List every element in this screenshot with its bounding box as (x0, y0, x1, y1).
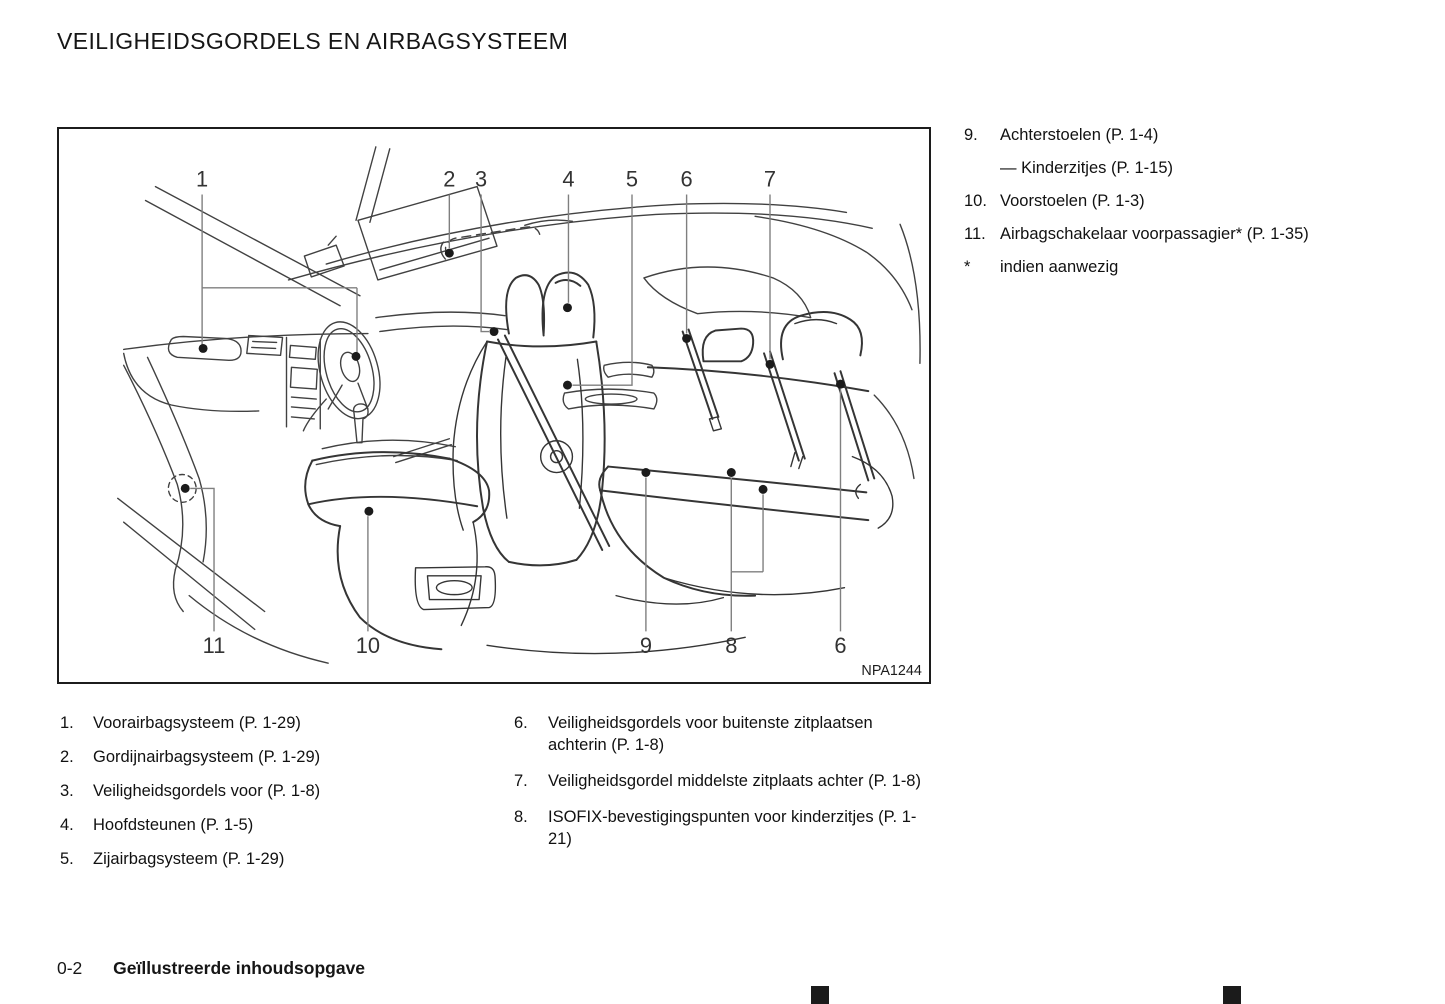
list-item (60, 712, 510, 734)
item-label: Airbagschakelaar voorpassagier* (P. 1-35) (1000, 225, 1309, 243)
callout-numbers (196, 167, 847, 659)
item-number: * (964, 258, 971, 276)
item-label: ISOFIX-bevestigingspunten voor kinderzitjes (P. 1-21) (548, 808, 917, 848)
item-number: 8. (514, 808, 528, 826)
item-number: 2. (60, 748, 74, 766)
callout-6-bottom: 6 (834, 633, 847, 659)
callout-10: 10 (355, 633, 381, 659)
list-item (514, 712, 934, 756)
item-number: 1. (60, 714, 74, 732)
item-number: 7. (514, 772, 528, 790)
vehicle-interior-figure (57, 127, 931, 684)
item-number: 4. (60, 816, 74, 834)
page-footer (57, 958, 365, 979)
page-number: 0-2 (57, 958, 83, 978)
item-label: Veiligheidsgordel middelste zitplaats achter (P. 1-8) (548, 772, 921, 790)
list-item (60, 814, 510, 836)
callout-8: 8 (725, 633, 738, 659)
callout-9: 9 (639, 633, 652, 659)
item-label: Veiligheidsgordels voor buitenste zitplaatsen achterin (P. 1-8) (548, 714, 873, 754)
item-number: 11. (964, 225, 986, 243)
item-label: Voorairbagsysteem (P. 1-29) (93, 714, 301, 732)
item-label: Veiligheidsgordels voor (P. 1-8) (93, 782, 321, 800)
reference-list-middle (514, 712, 934, 864)
callout-leader-lines (190, 195, 840, 632)
item-label: Achterstoelen (P. 1-4) (1000, 126, 1159, 144)
callout-11: 11 (202, 633, 226, 659)
item-label: Hoofdsteunen (P. 1-5) (93, 816, 254, 834)
reference-list-left (60, 712, 510, 882)
callout-3: 3 (475, 166, 488, 192)
cabin-structure-lines (146, 147, 921, 479)
figure-code: NPA1244 (861, 663, 922, 680)
list-item (514, 770, 934, 792)
item-sublabel: — Kinderzitjes (P. 1-15) (1000, 159, 1174, 177)
item-label: Zijairbagsysteem (P. 1-29) (93, 850, 285, 868)
item-number: 10. (964, 192, 987, 210)
callout-1: 1 (196, 166, 209, 192)
list-item (964, 124, 1394, 146)
list-item (60, 780, 510, 802)
page-edge-tab (811, 986, 829, 1004)
dashboard-lines (118, 315, 458, 664)
list-item (60, 746, 510, 768)
item-number: 5. (60, 850, 74, 868)
vehicle-interior-illustration (59, 129, 929, 682)
list-item (60, 848, 510, 870)
callout-2: 2 (443, 166, 456, 192)
page-title: VEILIGHEIDSGORDELS EN AIRBAGSYSTEEM (57, 28, 569, 54)
reference-list-right (964, 124, 1394, 289)
callout-5: 5 (625, 166, 639, 192)
list-item (964, 256, 1394, 278)
page-edge-tab (1223, 986, 1241, 1004)
callout-dots (181, 249, 845, 516)
item-number: 3. (60, 782, 74, 800)
callout-6-top: 6 (680, 166, 693, 192)
section-title: Geïllustreerde inhoudsopgave (113, 958, 366, 978)
item-number: 9. (964, 126, 978, 144)
item-number: 6. (514, 714, 528, 732)
list-item (514, 806, 934, 850)
item-label: Gordijnairbagsysteem (P. 1-29) (93, 748, 321, 766)
callout-4: 4 (562, 166, 575, 192)
list-item (964, 190, 1394, 212)
callout-7: 7 (763, 166, 777, 192)
item-label: Voorstoelen (P. 1-3) (1000, 192, 1145, 210)
item-label: indien aanwezig (1000, 258, 1119, 276)
list-item (964, 223, 1394, 245)
